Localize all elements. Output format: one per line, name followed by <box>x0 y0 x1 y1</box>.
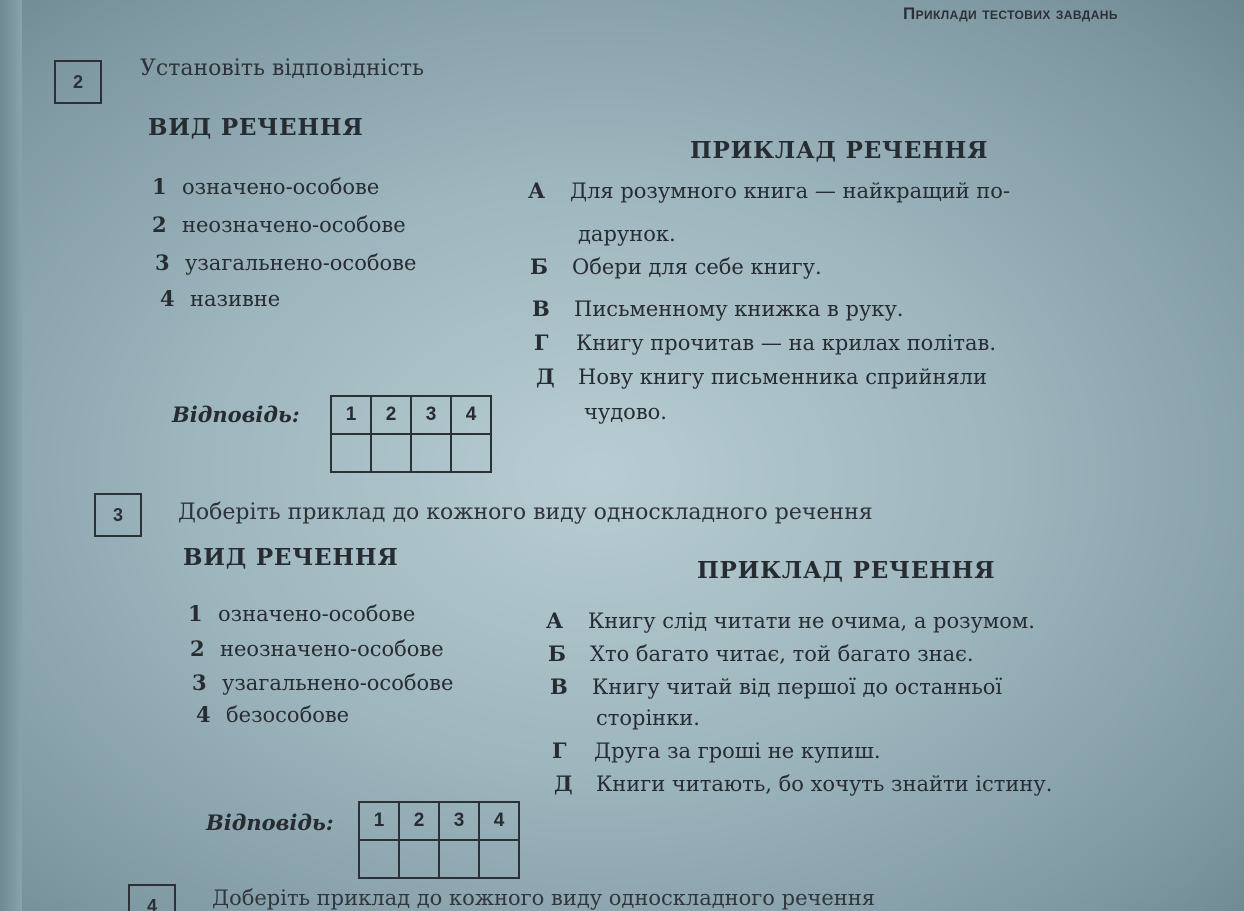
example-text: Нову книгу письменника сприйняли <box>578 365 987 389</box>
example-text: Обери для себе книгу. <box>572 255 822 279</box>
answer-header-cell: 1 <box>359 802 399 840</box>
example-letter: В <box>532 296 550 321</box>
task-2-example-item <box>532 296 903 321</box>
task-3-title: Доберіть приклад до кожного виду односкладного речення <box>178 500 873 525</box>
example-text: Книгу читай від першої до останньої <box>592 675 1003 699</box>
task-2-type-item <box>152 174 379 199</box>
answer-header-cell: 4 <box>451 396 491 434</box>
task-2-title: Установіть відповідність <box>140 56 424 81</box>
example-letter: Г <box>534 330 549 355</box>
answer-header-cell: 2 <box>399 802 439 840</box>
example-text: Друга за гроші не купиш. <box>594 739 881 763</box>
task-2-answer-label: Відповідь: <box>172 402 300 427</box>
task-2-type-item <box>155 250 416 275</box>
type-text: безособове <box>226 703 350 727</box>
answer-input-cell[interactable] <box>359 840 399 878</box>
answer-input-cell[interactable] <box>371 434 411 472</box>
example-text: Хто багато читає, той багато знає. <box>590 642 974 666</box>
example-text: Книгу слід читати не очима, а розумом. <box>588 609 1035 633</box>
task-3-examples-heading: ПРИКЛАД РЕЧЕННЯ <box>697 557 996 584</box>
type-text: узагальнено-особове <box>222 671 454 695</box>
task-2-answer-grid <box>330 395 492 473</box>
example-letter: Б <box>530 254 548 279</box>
type-number: 1 <box>152 174 167 199</box>
type-text: означено-особове <box>218 602 416 626</box>
type-number: 3 <box>192 670 207 695</box>
answer-input-cell[interactable] <box>451 434 491 472</box>
task-3-type-item <box>196 702 349 727</box>
answer-header-cell: 2 <box>371 396 411 434</box>
answer-header-cell: 1 <box>331 396 371 434</box>
task-2-example-item <box>528 178 1010 203</box>
answer-header-cell: 4 <box>479 802 519 840</box>
task-2-example-item <box>530 254 822 279</box>
type-number: 2 <box>152 212 167 237</box>
example-letter: Г <box>552 738 567 763</box>
answer-input-cell[interactable] <box>331 434 371 472</box>
task-2-types-heading: ВИД РЕЧЕННЯ <box>148 114 364 141</box>
type-text: неозначено-особове <box>182 213 406 237</box>
task-3-example-item <box>550 674 1002 699</box>
type-number: 4 <box>160 286 175 311</box>
task-2-examples-heading: ПРИКЛАД РЕЧЕННЯ <box>690 137 989 164</box>
type-text: називне <box>190 287 281 311</box>
task-3-example-continuation: сторінки. <box>596 706 700 730</box>
type-number: 3 <box>155 250 170 275</box>
task-2-type-item <box>160 286 280 311</box>
example-text: Книги читають, бо хочуть знайти істину. <box>596 772 1053 796</box>
page-edge <box>0 0 22 911</box>
answer-input-cell[interactable] <box>479 840 519 878</box>
answer-header-cell: 3 <box>439 802 479 840</box>
type-text: узагальнено-особове <box>185 251 417 275</box>
task-2-number: 2 <box>54 60 102 104</box>
example-text: Письменному книжка в руку. <box>574 297 904 321</box>
task-3-number: 3 <box>94 493 142 537</box>
task-3-type-item <box>190 636 444 661</box>
answer-input-cell[interactable] <box>411 434 451 472</box>
task-3-answer-grid <box>358 801 520 879</box>
task-3-types-heading: ВИД РЕЧЕННЯ <box>183 544 399 571</box>
task-3-example-item <box>554 771 1052 796</box>
type-number: 1 <box>188 601 203 626</box>
type-text: означено-особове <box>182 175 380 199</box>
task-2-example-continuation: чудово. <box>584 400 667 424</box>
task-3-type-item <box>192 670 453 695</box>
task-2-type-item <box>152 212 406 237</box>
task-3-type-item <box>188 601 415 626</box>
answer-header-cell: 3 <box>411 396 451 434</box>
task-2-example-continuation: дарунок. <box>578 222 676 246</box>
type-text: неозначено-особове <box>220 637 444 661</box>
type-number: 4 <box>196 702 211 727</box>
type-number: 2 <box>190 636 205 661</box>
example-letter: Д <box>554 771 573 796</box>
example-letter: А <box>546 608 564 633</box>
task-3-example-item <box>548 641 974 666</box>
example-letter: А <box>528 178 546 203</box>
task-4-number: 4 <box>128 884 176 911</box>
task-2-example-item <box>534 330 996 355</box>
task-3-example-item <box>552 738 881 763</box>
task-3-example-item <box>546 608 1035 633</box>
example-letter: В <box>550 674 568 699</box>
task-4-title: Доберіть приклад до кожного виду односкладного речення <box>212 886 876 910</box>
example-letter: Б <box>548 641 566 666</box>
task-3-answer-label: Відповідь: <box>206 810 334 835</box>
task-2-example-item <box>536 364 987 389</box>
example-text: Книгу прочитав — на крилах політав. <box>576 331 997 355</box>
answer-input-cell[interactable] <box>399 840 439 878</box>
answer-input-cell[interactable] <box>439 840 479 878</box>
example-letter: Д <box>536 364 555 389</box>
page-header: Приклади тестових завдань <box>903 4 1118 23</box>
example-text: Для розумного книга — найкращий по- <box>570 179 1011 203</box>
